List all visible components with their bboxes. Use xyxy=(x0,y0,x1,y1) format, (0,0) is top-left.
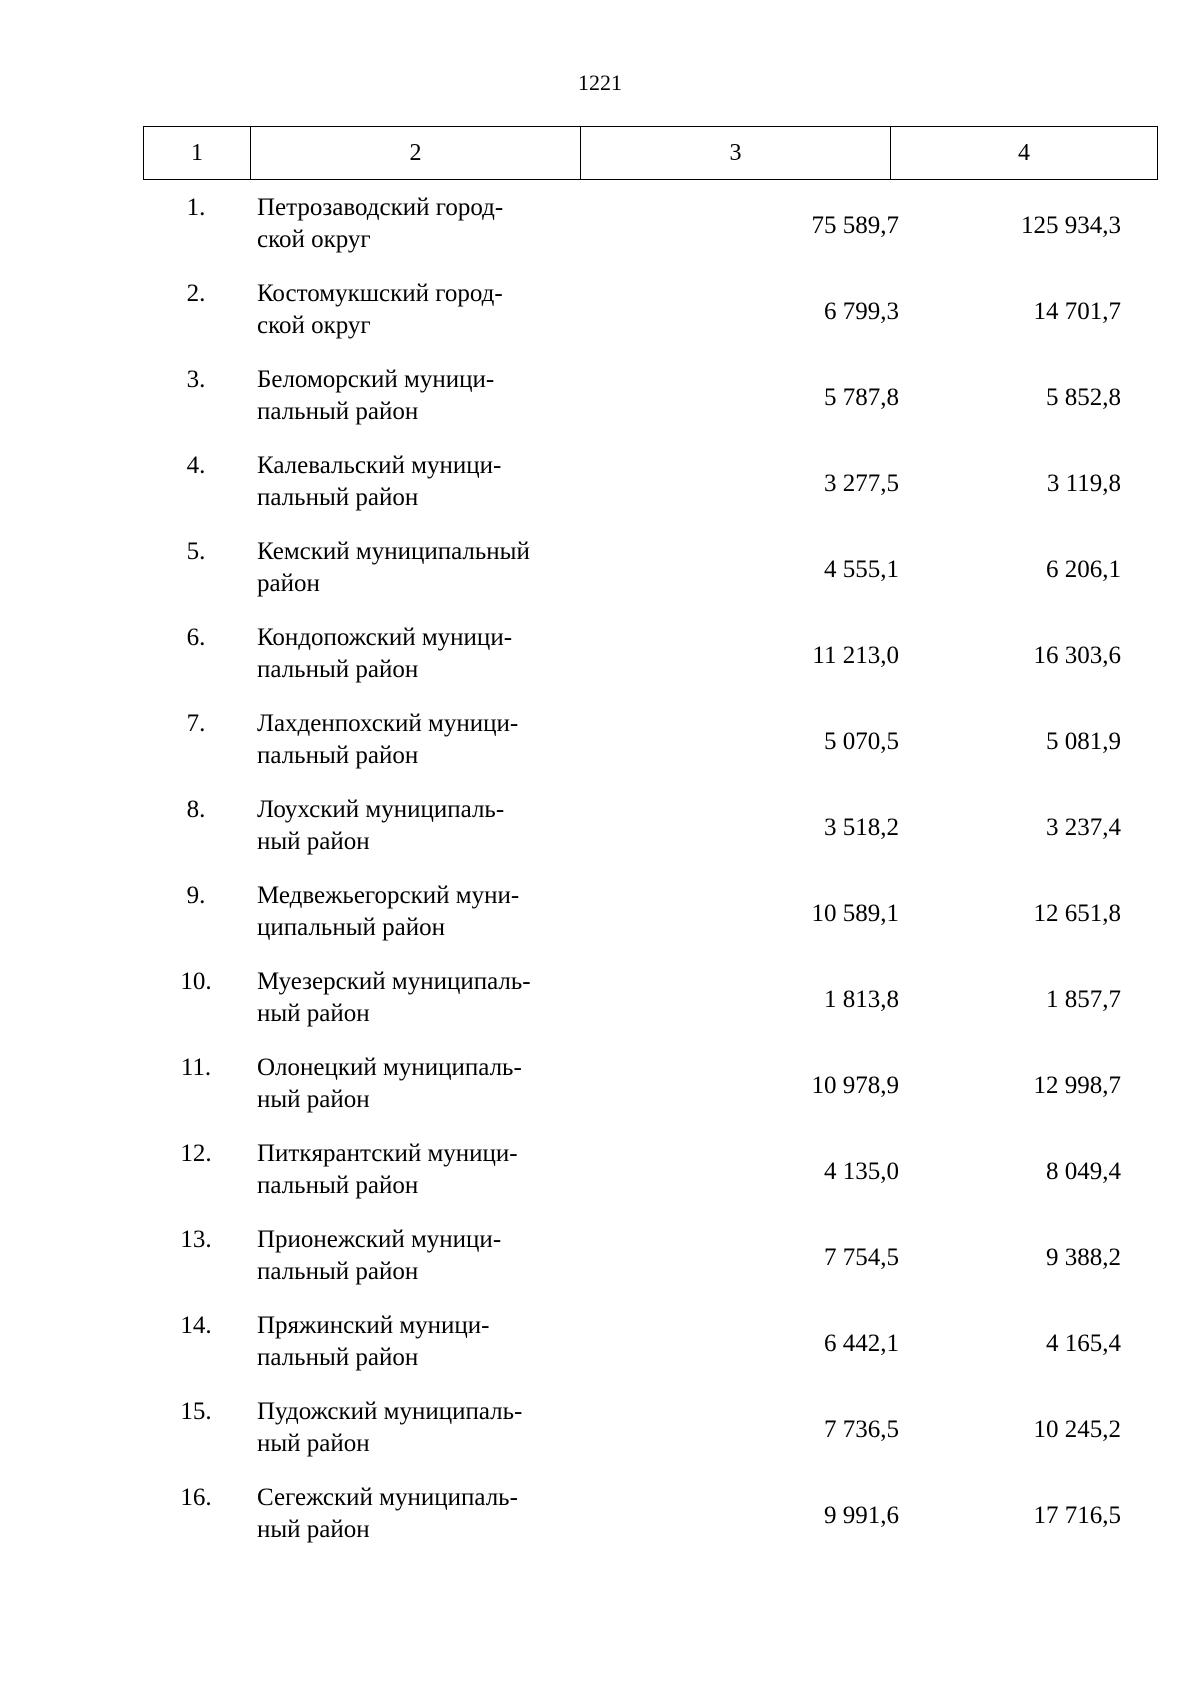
value-column-3: 7 754,5 xyxy=(824,1244,899,1271)
municipality-name: Олонецкий муниципаль- ный район xyxy=(257,1054,522,1113)
row-number: 14. xyxy=(180,1312,212,1339)
row-number: 4. xyxy=(186,452,206,479)
value-column-3: 4 135,0 xyxy=(824,1158,899,1185)
column-header-4: 4 xyxy=(891,127,1158,180)
table-row xyxy=(143,1308,1157,1394)
value-column-3: 4 555,1 xyxy=(824,556,899,583)
column-header-row xyxy=(144,127,1158,180)
row-number: 6. xyxy=(186,624,206,651)
table-row xyxy=(143,448,1157,534)
value-column-3: 6 799,3 xyxy=(824,298,899,325)
row-number: 3. xyxy=(186,366,206,393)
table-row xyxy=(143,964,1157,1050)
value-column-4: 12 998,7 xyxy=(1033,1072,1121,1099)
row-number: 7. xyxy=(186,710,206,737)
municipality-name: Костомукшский город- ской округ xyxy=(257,280,503,339)
municipality-name: Сегежский муниципаль- ный район xyxy=(257,1484,518,1543)
value-column-4: 12 651,8 xyxy=(1033,900,1121,927)
table-row xyxy=(143,1480,1157,1566)
value-column-3: 75 589,7 xyxy=(811,212,899,239)
table-row xyxy=(143,362,1157,448)
value-column-3: 3 277,5 xyxy=(824,470,899,497)
value-column-4: 6 206,1 xyxy=(1046,556,1121,583)
value-column-4: 14 701,7 xyxy=(1033,298,1121,325)
row-number: 5. xyxy=(186,538,206,565)
column-header-table xyxy=(143,126,1158,180)
row-number: 13. xyxy=(180,1226,212,1253)
value-column-4: 5 852,8 xyxy=(1046,384,1121,411)
table-row xyxy=(143,276,1157,362)
municipality-name: Пудожский муниципаль- ный район xyxy=(257,1398,523,1457)
page-number: 1221 xyxy=(578,70,622,95)
value-column-3: 10 589,1 xyxy=(811,900,899,927)
table-row xyxy=(143,878,1157,964)
value-column-3: 11 213,0 xyxy=(812,642,899,669)
value-column-4: 3 119,8 xyxy=(1046,470,1121,497)
column-header-2: 2 xyxy=(251,127,581,180)
municipality-name: Питкярантский муници- пальный район xyxy=(257,1140,518,1199)
municipality-name: Медвежьегорский муни- ципальный район xyxy=(257,882,520,941)
table-row xyxy=(143,190,1157,276)
municipality-name: Калевальский муници- пальный район xyxy=(257,452,502,511)
municipality-name: Муезерский муниципаль- ный район xyxy=(257,968,531,1027)
row-number: 2. xyxy=(186,280,206,307)
municipality-name: Лахденпохский муници- пальный район xyxy=(257,710,519,769)
table-row xyxy=(143,620,1157,706)
municipality-name: Лоухский муниципаль- ный район xyxy=(257,796,505,855)
row-number: 8. xyxy=(186,796,206,823)
value-column-4: 5 081,9 xyxy=(1046,728,1121,755)
row-number: 12. xyxy=(180,1140,212,1167)
value-column-4: 125 934,3 xyxy=(1021,212,1121,239)
row-number: 1. xyxy=(186,194,206,221)
value-column-4: 3 237,4 xyxy=(1046,814,1121,841)
value-column-3: 6 442,1 xyxy=(824,1330,899,1357)
value-column-4: 9 388,2 xyxy=(1046,1244,1121,1271)
value-column-3: 7 736,5 xyxy=(824,1416,899,1443)
value-column-3: 10 978,9 xyxy=(811,1072,899,1099)
column-header-3: 3 xyxy=(581,127,891,180)
value-column-3: 5 070,5 xyxy=(824,728,899,755)
value-column-4: 17 716,5 xyxy=(1033,1502,1121,1529)
value-column-4: 8 049,4 xyxy=(1046,1158,1121,1185)
value-column-4: 16 303,6 xyxy=(1033,642,1121,669)
municipality-name: Кемский муниципальный район xyxy=(257,538,530,597)
row-number: 15. xyxy=(180,1398,212,1425)
value-column-3: 3 518,2 xyxy=(824,814,899,841)
value-column-4: 1 857,7 xyxy=(1046,986,1121,1013)
value-column-3: 9 991,6 xyxy=(824,1502,899,1529)
value-column-3: 5 787,8 xyxy=(824,384,899,411)
table-row xyxy=(143,792,1157,878)
municipality-name: Пряжинский муници- пальный район xyxy=(257,1312,490,1371)
value-column-4: 4 165,4 xyxy=(1046,1330,1121,1357)
municipality-name: Кондопожский муници- пальный район xyxy=(257,624,513,683)
table-row xyxy=(143,1222,1157,1308)
row-number: 10. xyxy=(180,968,212,995)
row-number: 9. xyxy=(186,882,206,909)
row-number: 11. xyxy=(180,1054,212,1081)
value-column-4: 10 245,2 xyxy=(1033,1416,1121,1443)
column-header-1: 1 xyxy=(144,127,251,180)
row-number: 16. xyxy=(180,1484,212,1511)
table-body xyxy=(143,190,1157,1566)
table-row xyxy=(143,1050,1157,1136)
value-column-3: 1 813,8 xyxy=(824,986,899,1013)
table-row xyxy=(143,1394,1157,1480)
table-row xyxy=(143,1136,1157,1222)
municipality-name: Прионежский муници- пальный район xyxy=(257,1226,502,1285)
table-row xyxy=(143,706,1157,792)
table-row xyxy=(143,534,1157,620)
municipality-name: Беломорский муници- пальный район xyxy=(257,366,495,425)
municipality-name: Петрозаводский город- ской округ xyxy=(257,194,504,253)
